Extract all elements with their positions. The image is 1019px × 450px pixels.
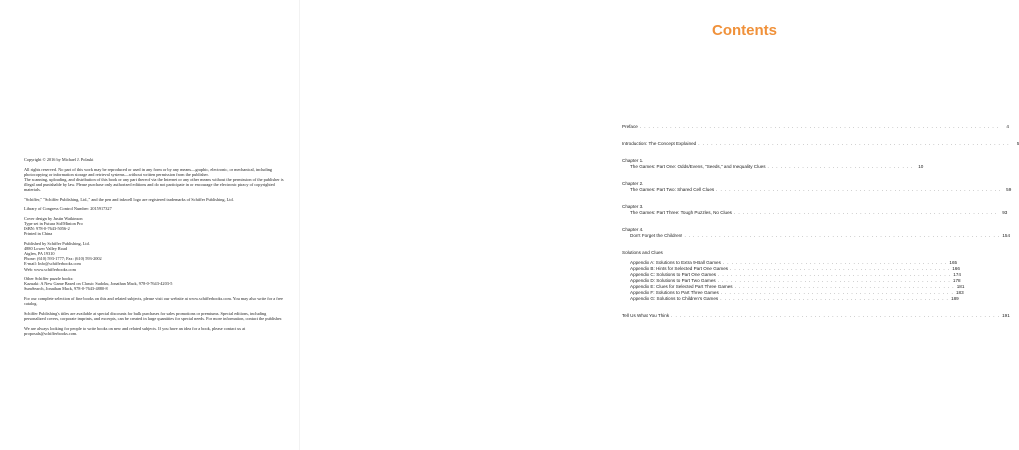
toc-page-number: 183 <box>955 290 964 295</box>
toc-label: Appendix D: Solutions to Part Two Games <box>630 278 716 283</box>
publisher-email: E-mail: Info@schifferbooks.com <box>24 261 81 267</box>
publisher-name: Published by Schiffer Publishing, Ltd. <box>24 241 90 247</box>
copyright-line: Copyright © 2016 by Michael J. Polaski <box>24 157 94 162</box>
leader-dots: . . . . . . . . . . . . . . . . . . . . . . . . . . . . . . . . . . <box>767 164 914 169</box>
leader-dots: . . . . . . . . . . . . . . . . . . . . . . . . . . . . . . . . . . . . . . . . . . . . . . . . . . . . . . . . . . . . . . . . . . <box>716 187 1002 192</box>
toc-label: Appendix E: Clues for Selected Part Three Games <box>630 284 733 289</box>
toc-page-number: 10 <box>918 164 924 169</box>
typeset-credit: Type set in Futura Std/Minion Pro <box>24 221 83 227</box>
toc-label: Tell Us What You Think <box>622 313 670 318</box>
toc-page-number: 178 <box>952 278 961 283</box>
proposals-text: We are always looking for people to write books on new and related subjects. If you have an idea for a book, please contact us at proposals@schifferbooks.com. <box>24 325 246 336</box>
chapter-heading: Chapter 1. <box>622 158 644 163</box>
toc-label: Appendix F: Solutions to Part Three Games <box>630 290 719 295</box>
leader-dots: . . . . . . . . . . . . . . . . . . . . . . . . . . . . . . . . . . . . . . . . . . . . . . . . . . . <box>730 266 950 271</box>
toc-page-number: 59 <box>1006 187 1012 192</box>
rights-reserved-text: All rights reserved. No part of this work may be reproduced or used in any form or by any means—graphic, electronic, or mechanical, including photocopying or information storage and retrieval systems—without written permission from the publisher. <box>24 166 273 177</box>
other-book-item: Kazuaki: A New Game Based on Classic Sudoku, Jonathan Mack, 978-0-7643-4203-5 <box>24 281 173 287</box>
publisher-phone: Phone: (610) 593-1777; Fax: (610) 593-2002 <box>24 256 102 262</box>
toc-label: The Games: Part Two: Shared Cell Clues <box>630 187 715 192</box>
leader-dots: . . . . . . . . . . . . . . . . . . . . . . . . . . . . . . . . . . . . . . . . . . . . . . . . . . . . . . <box>720 290 954 295</box>
leader-dots: . . . . . . . . . . . . . . . . . . . . . . . . . . . . . . . . . . . . . . . . . . . . . . . . . . . . . . . . . . . . . <box>733 210 998 215</box>
toc-page-number: 4 <box>1006 124 1009 129</box>
leader-dots: . . . . . . . . . . . . . . . . . . . . . . . . . . . . . . . . . . . . . . . . . . . . . . . . . . . . . . <box>717 278 951 283</box>
left-page-copyright <box>0 0 300 450</box>
catalog-note: For our complete selection of fine books on this and related subjects, please visit our website at www.schifferbooks.com. You may also write for a free catalog. <box>24 296 283 307</box>
toc-entry-chapter-1[interactable] <box>622 164 924 170</box>
toc-page-number: 5 <box>1016 141 1019 146</box>
leader-dots: . . . . . . . . . . . . . . . . . . . . . . . . . . . . . . . . . . . . . . . . . . . . . . . . . . . . . . . . . . . . . . . . . . . . . . . . . <box>684 233 1001 238</box>
toc-label: The Games: Part One: Odds/Evens, "Seeds," and Inequality Clues <box>630 164 766 169</box>
toc-page-number: 174 <box>953 272 961 277</box>
leader-dots: . . . . . . . . . . . . . . . . . . . . . . . . . . . . . . . . . . . . . . . . . . . . . . . . . . . . . . <box>718 272 951 277</box>
toc-entry-tell-us[interactable] <box>622 313 1010 319</box>
toc-label: Appendix G: Solutions to Children's Games <box>630 296 719 301</box>
other-books-heading: Other Schiffer puzzle books: <box>24 276 74 282</box>
publisher-address <box>24 241 286 272</box>
toc-page-number: 189 <box>951 296 959 301</box>
printed-in-text: Printed in China <box>24 231 53 237</box>
toc-page-number: 181 <box>956 284 965 289</box>
toc-label: Don't Forget the Children! <box>630 233 683 238</box>
chapter-heading: Chapter 4. <box>622 227 644 232</box>
toc-entry-preface[interactable] <box>622 124 1009 130</box>
toc-label: Introduction: The Concept Explained <box>622 141 697 146</box>
chapter-heading: Chapter 2. <box>622 181 644 186</box>
toc-entry-chapter-2[interactable] <box>622 187 1012 193</box>
leader-dots: . . . . . . . . . . . . . . . . . . . . . . . . . . . . . . . . . . . . . . . . . . . . . . . . . . . . . . . . . . . . . . . . . . . . . . . . . . . . <box>671 313 1000 318</box>
toc-label: The Games: Part Three: Tough Puzzles, No Clues <box>630 210 732 215</box>
lccn-text: Library of Congress Control Number: 2015917327 <box>24 206 112 212</box>
toc-label: Appendix B: Hints for Selected Part One Games <box>630 266 729 271</box>
isbn-text: ISBN: 978-0-7643-5056-2 <box>24 226 70 232</box>
toc-entry-chapter-3[interactable] <box>622 210 1008 216</box>
toc-label: Appendix C: Solutions to Part One Games <box>630 272 717 277</box>
publisher-street: 4880 Lower Valley Road <box>24 246 67 252</box>
toc-page-number: 93 <box>1002 210 1008 215</box>
special-discounts-text: Schiffer Publishing's titles are available at special discounts for bulk purchases for sales promotions or premiums. Special editions, including personalized covers, corporate imprints, and excerpts, can be created in large quantities for special needs. For more information, contact the publisher. <box>24 310 283 321</box>
other-book-item: SumSearch, Jonathan Mack, 978-0-7643-4880-8 <box>24 286 108 292</box>
leader-dots: . . . . . . . . . . . . . . . . . . . . . . . . . . . . . . . . . . . . . . . . . . . . . . . . . . . . . . . . . . . . . . . . . . . . . . . . <box>698 141 1010 146</box>
copyright-block <box>24 157 286 340</box>
toc-page-number: 154 <box>1002 233 1011 238</box>
toc-page-number: 166 <box>952 266 960 271</box>
anti-piracy-text: The scanning, uploading, and distribution of this book or any part thereof via the Internet or any other means without the permission of the publisher is illegal and punishable by law. Please purchase only authorized editions and do not participate in or encourage the electronic piracy of copyrighted materials. <box>24 176 284 193</box>
publisher-web: Web: www.schifferbooks.com <box>24 266 76 272</box>
solutions-heading: Solutions and Clues <box>622 250 663 255</box>
contents-title: Contents <box>712 22 777 39</box>
toc-entry-introduction[interactable] <box>622 141 1019 147</box>
leader-dots: . . . . . . . . . . . . . . . . . . . . . . . . . . . . . . . . . . . . . . . . . . . . . . . . . . . . . . . . . . . . . . . . . . . . . . . . . . . . . . . . . . . <box>639 124 999 129</box>
chapter-heading: Chapter 3. <box>622 204 644 209</box>
right-page-contents <box>300 0 1019 450</box>
toc-entry-chapter-4[interactable] <box>622 233 1011 239</box>
toc-entry-appendix-g[interactable] <box>622 296 959 302</box>
production-credits <box>24 216 286 236</box>
table-of-contents <box>622 124 1019 319</box>
leader-dots: . . . . . . . . . . . . . . . . . . . . . . . . . . . . . . . . . . . . . . . . . . . . . . . . . . . <box>734 284 955 289</box>
cover-design-credit: Cover design by Justin Watkinson <box>24 216 83 222</box>
publisher-city: Atglen, PA 19310 <box>24 251 55 257</box>
toc-label: Appendix A: Solutions to Extra 9-Ball Games <box>630 260 721 265</box>
toc-page-number: 191 <box>1002 313 1010 318</box>
toc-page-number: 165 <box>949 260 958 265</box>
leader-dots: . . . . . . . . . . . . . . . . . . . . . . . . . . . . . . . . . . . . . . . . . . . . . . . . . . . . <box>722 260 948 265</box>
trademarks-text: "Schiffer," "Schiffer Publishing, Ltd.," and the pen and inkwell logo are registered trademarks of Schiffer Publishing, Ltd. <box>24 196 234 202</box>
leader-dots: . . . . . . . . . . . . . . . . . . . . . . . . . . . . . . . . . . . . . . . . . . . . . . . . . . . . . <box>720 296 949 301</box>
toc-label: Preface <box>622 124 638 129</box>
other-books <box>24 276 286 291</box>
